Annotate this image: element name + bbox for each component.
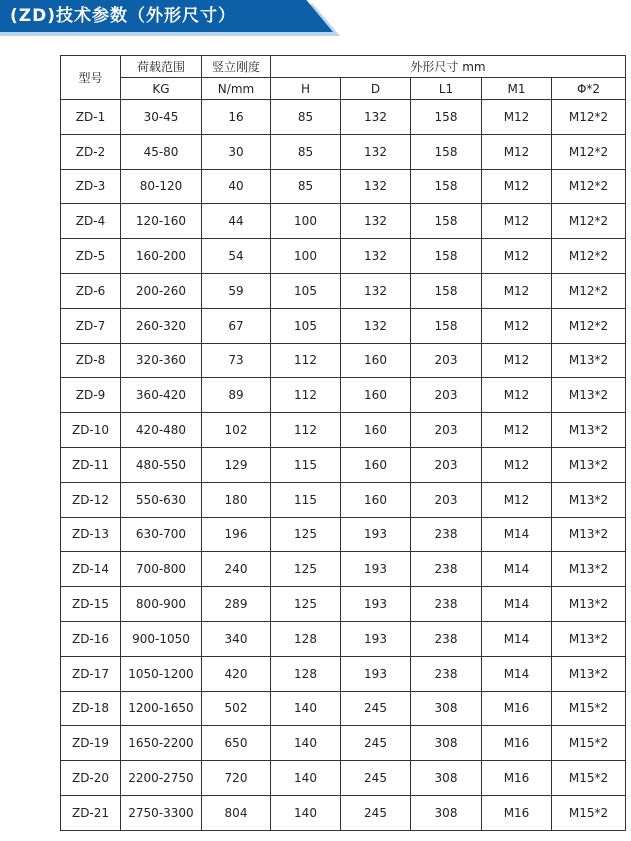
cell-dim-l1: 238: [411, 552, 482, 587]
cell-dim-m1: M12: [482, 343, 552, 378]
cell-dim-l1: 308: [411, 726, 482, 761]
cell-load-range: 550-630: [121, 482, 202, 517]
cell-dim-h: 105: [271, 308, 341, 343]
cell-load-range: 80-120: [121, 169, 202, 204]
cell-stiffness: 59: [202, 273, 271, 308]
cell-stiffness: 16: [202, 100, 271, 135]
table-header: [61, 56, 626, 100]
page-title: (ZD)技术参数（外形尺寸）: [10, 6, 236, 26]
header-stiffness-unit: N/mm: [202, 78, 271, 100]
cell-model: ZD-17: [61, 656, 121, 691]
cell-dim-m1: M12: [482, 169, 552, 204]
cell-dim-d: 193: [341, 587, 411, 622]
cell-dim-l1: 238: [411, 621, 482, 656]
cell-dim-m1: M12: [482, 239, 552, 274]
cell-dim-l1: 203: [411, 447, 482, 482]
cell-dim-m1: M14: [482, 621, 552, 656]
cell-load-range: 480-550: [121, 447, 202, 482]
cell-dim-m1: M14: [482, 517, 552, 552]
table-row: [61, 691, 626, 726]
table-row: [61, 795, 626, 830]
cell-load-range: 200-260: [121, 273, 202, 308]
header-row-bottom: [61, 78, 626, 100]
cell-model: ZD-6: [61, 273, 121, 308]
header-dim-h: H: [271, 78, 341, 100]
cell-dim-m1: M12: [482, 482, 552, 517]
cell-load-range: 360-420: [121, 378, 202, 413]
cell-dim-l1: 158: [411, 308, 482, 343]
cell-dim-h: 125: [271, 552, 341, 587]
cell-load-range: 320-360: [121, 343, 202, 378]
cell-model: ZD-20: [61, 761, 121, 796]
cell-dim-d: 193: [341, 621, 411, 656]
cell-dim-h: 85: [271, 169, 341, 204]
cell-load-range: 45-80: [121, 134, 202, 169]
cell-model: ZD-8: [61, 343, 121, 378]
cell-dim-m1: M12: [482, 447, 552, 482]
cell-dim-h: 125: [271, 517, 341, 552]
cell-dim-d: 132: [341, 239, 411, 274]
cell-dim-d: 132: [341, 169, 411, 204]
cell-model: ZD-2: [61, 134, 121, 169]
cell-dim-h: 115: [271, 482, 341, 517]
cell-dim-m1: M16: [482, 761, 552, 796]
cell-dim-m1: M16: [482, 795, 552, 830]
cell-stiffness: 54: [202, 239, 271, 274]
cell-dim-l1: 203: [411, 413, 482, 448]
cell-dim-d: 193: [341, 517, 411, 552]
cell-dim-phi: M12*2: [552, 239, 626, 274]
header-row-top: [61, 56, 626, 78]
cell-dim-d: 132: [341, 100, 411, 135]
cell-load-range: 1650-2200: [121, 726, 202, 761]
cell-dim-m1: M14: [482, 656, 552, 691]
cell-model: ZD-9: [61, 378, 121, 413]
cell-dim-m1: M12: [482, 204, 552, 239]
cell-dim-d: 160: [341, 482, 411, 517]
cell-dim-phi: M12*2: [552, 273, 626, 308]
cell-stiffness: 804: [202, 795, 271, 830]
table-row: [61, 134, 626, 169]
cell-dim-d: 160: [341, 378, 411, 413]
cell-stiffness: 102: [202, 413, 271, 448]
table-row: [61, 621, 626, 656]
cell-dim-phi: M12*2: [552, 204, 626, 239]
cell-stiffness: 196: [202, 517, 271, 552]
table-row: [61, 517, 626, 552]
cell-dim-l1: 158: [411, 239, 482, 274]
header-dim-d: D: [341, 78, 411, 100]
cell-stiffness: 30: [202, 134, 271, 169]
cell-dim-l1: 308: [411, 691, 482, 726]
cell-dim-phi: M15*2: [552, 726, 626, 761]
cell-stiffness: 180: [202, 482, 271, 517]
cell-dim-l1: 158: [411, 273, 482, 308]
cell-dim-d: 193: [341, 552, 411, 587]
cell-dim-phi: M13*2: [552, 621, 626, 656]
cell-dim-h: 128: [271, 621, 341, 656]
cell-dim-phi: M13*2: [552, 447, 626, 482]
cell-dim-l1: 308: [411, 795, 482, 830]
header-dim-phi: Φ*2: [552, 78, 626, 100]
cell-load-range: 1050-1200: [121, 656, 202, 691]
cell-stiffness: 720: [202, 761, 271, 796]
cell-dim-l1: 158: [411, 100, 482, 135]
cell-model: ZD-18: [61, 691, 121, 726]
cell-dim-phi: M15*2: [552, 691, 626, 726]
cell-dim-l1: 238: [411, 517, 482, 552]
cell-dim-m1: M12: [482, 134, 552, 169]
cell-dim-h: 100: [271, 239, 341, 274]
cell-dim-h: 140: [271, 726, 341, 761]
cell-stiffness: 129: [202, 447, 271, 482]
cell-model: ZD-3: [61, 169, 121, 204]
cell-load-range: 260-320: [121, 308, 202, 343]
cell-dim-phi: M13*2: [552, 517, 626, 552]
cell-dim-h: 112: [271, 343, 341, 378]
cell-dim-h: 85: [271, 100, 341, 135]
cell-dim-h: 105: [271, 273, 341, 308]
cell-dim-d: 160: [341, 447, 411, 482]
cell-dim-h: 140: [271, 795, 341, 830]
cell-load-range: 1200-1650: [121, 691, 202, 726]
cell-dim-m1: M14: [482, 552, 552, 587]
cell-load-range: 2750-3300: [121, 795, 202, 830]
table-row: [61, 204, 626, 239]
cell-model: ZD-7: [61, 308, 121, 343]
cell-model: ZD-21: [61, 795, 121, 830]
cell-stiffness: 40: [202, 169, 271, 204]
cell-load-range: 900-1050: [121, 621, 202, 656]
cell-dim-l1: 308: [411, 761, 482, 796]
cell-stiffness: 240: [202, 552, 271, 587]
table-row: [61, 100, 626, 135]
cell-load-range: 2200-2750: [121, 761, 202, 796]
header-dim-m1: M1: [482, 78, 552, 100]
cell-dim-l1: 238: [411, 656, 482, 691]
header-stiffness-title: 竖立刚度: [202, 56, 271, 78]
cell-dim-phi: M13*2: [552, 343, 626, 378]
cell-dim-phi: M12*2: [552, 134, 626, 169]
cell-dim-d: 193: [341, 656, 411, 691]
table-row: [61, 273, 626, 308]
cell-dim-phi: M13*2: [552, 552, 626, 587]
table-row: [61, 169, 626, 204]
table-row: [61, 413, 626, 448]
cell-model: ZD-11: [61, 447, 121, 482]
cell-model: ZD-5: [61, 239, 121, 274]
cell-dim-l1: 203: [411, 378, 482, 413]
cell-stiffness: 67: [202, 308, 271, 343]
cell-dim-m1: M16: [482, 691, 552, 726]
cell-dim-phi: M13*2: [552, 482, 626, 517]
cell-dim-m1: M12: [482, 100, 552, 135]
cell-dim-l1: 158: [411, 169, 482, 204]
cell-load-range: 700-800: [121, 552, 202, 587]
cell-dim-m1: M16: [482, 726, 552, 761]
cell-stiffness: 502: [202, 691, 271, 726]
header-load-unit: KG: [121, 78, 202, 100]
cell-dim-d: 245: [341, 726, 411, 761]
cell-dim-h: 85: [271, 134, 341, 169]
header-model: 型号: [61, 56, 121, 100]
cell-load-range: 30-45: [121, 100, 202, 135]
cell-dim-m1: M12: [482, 378, 552, 413]
cell-load-range: 630-700: [121, 517, 202, 552]
cell-stiffness: 89: [202, 378, 271, 413]
cell-dim-m1: M12: [482, 273, 552, 308]
header-load-title: 荷载范围: [121, 56, 202, 78]
spec-table: [60, 55, 626, 831]
cell-dim-l1: 203: [411, 482, 482, 517]
cell-model: ZD-16: [61, 621, 121, 656]
cell-dim-phi: M12*2: [552, 169, 626, 204]
cell-stiffness: 73: [202, 343, 271, 378]
cell-stiffness: 650: [202, 726, 271, 761]
cell-dim-d: 160: [341, 413, 411, 448]
cell-model: ZD-14: [61, 552, 121, 587]
cell-dim-phi: M13*2: [552, 378, 626, 413]
cell-dim-d: 245: [341, 795, 411, 830]
cell-stiffness: 340: [202, 621, 271, 656]
cell-dim-l1: 158: [411, 134, 482, 169]
table-row: [61, 587, 626, 622]
cell-dim-phi: M13*2: [552, 656, 626, 691]
cell-dim-phi: M12*2: [552, 308, 626, 343]
table-row: [61, 308, 626, 343]
cell-stiffness: 44: [202, 204, 271, 239]
table-row: [61, 726, 626, 761]
cell-dim-phi: M13*2: [552, 413, 626, 448]
header-dim-l1: L1: [411, 78, 482, 100]
cell-dim-d: 132: [341, 273, 411, 308]
cell-load-range: 160-200: [121, 239, 202, 274]
cell-stiffness: 420: [202, 656, 271, 691]
table-row: [61, 378, 626, 413]
cell-load-range: 120-160: [121, 204, 202, 239]
table-row: [61, 239, 626, 274]
cell-model: ZD-15: [61, 587, 121, 622]
cell-dim-h: 100: [271, 204, 341, 239]
table-body: [61, 100, 626, 831]
cell-dim-h: 112: [271, 413, 341, 448]
cell-dim-d: 132: [341, 134, 411, 169]
cell-dim-d: 132: [341, 204, 411, 239]
table-row: [61, 656, 626, 691]
header-dimensions-group: 外形尺寸 mm: [271, 56, 626, 78]
cell-dim-h: 115: [271, 447, 341, 482]
cell-model: ZD-12: [61, 482, 121, 517]
cell-model: ZD-13: [61, 517, 121, 552]
cell-dim-m1: M12: [482, 308, 552, 343]
cell-dim-h: 128: [271, 656, 341, 691]
cell-dim-phi: M15*2: [552, 761, 626, 796]
cell-dim-l1: 238: [411, 587, 482, 622]
table-row: [61, 761, 626, 796]
cell-dim-phi: M12*2: [552, 100, 626, 135]
cell-dim-d: 245: [341, 691, 411, 726]
table-row: [61, 482, 626, 517]
cell-dim-m1: M14: [482, 587, 552, 622]
cell-dim-h: 125: [271, 587, 341, 622]
cell-dim-d: 132: [341, 308, 411, 343]
cell-model: ZD-4: [61, 204, 121, 239]
table-row: [61, 343, 626, 378]
cell-dim-m1: M12: [482, 413, 552, 448]
cell-load-range: 420-480: [121, 413, 202, 448]
cell-dim-h: 140: [271, 691, 341, 726]
cell-dim-phi: M13*2: [552, 587, 626, 622]
cell-stiffness: 289: [202, 587, 271, 622]
cell-dim-h: 112: [271, 378, 341, 413]
cell-dim-h: 140: [271, 761, 341, 796]
cell-dim-d: 160: [341, 343, 411, 378]
cell-dim-d: 245: [341, 761, 411, 796]
cell-dim-l1: 158: [411, 204, 482, 239]
cell-dim-l1: 203: [411, 343, 482, 378]
cell-load-range: 800-900: [121, 587, 202, 622]
cell-model: ZD-19: [61, 726, 121, 761]
cell-model: ZD-1: [61, 100, 121, 135]
table-row: [61, 447, 626, 482]
cell-model: ZD-10: [61, 413, 121, 448]
cell-dim-phi: M15*2: [552, 795, 626, 830]
table-row: [61, 552, 626, 587]
